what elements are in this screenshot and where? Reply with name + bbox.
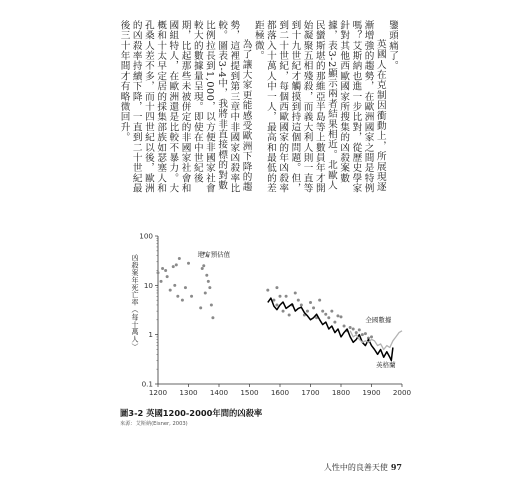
data-point (318, 299, 321, 302)
data-point (279, 295, 282, 298)
data-point (199, 306, 202, 309)
chart-svg (120, 228, 420, 410)
x-tick-label: 1900 (362, 388, 381, 397)
x-tick-label: 2000 (392, 388, 412, 397)
x-tick-label: 1700 (301, 388, 320, 397)
data-point (275, 303, 278, 306)
x-tick-label: 1600 (270, 388, 290, 397)
annotation-label: 地方預估值 (197, 250, 231, 259)
paragraph: 為了讓大家更能感受歐洲下降的趨勢，這裡提到第三章中非國家凶殺率比較。圖表3-4中，我將非直接標的對數比例拉長到1,000，以方便非國家社會較大的數據量呈現。即使在中世紀後期，比起那些未被併定的非國家社會和國組特人，在歐洲還是比較不暴力。大概和十太早定居的採集部族如瑟塞人和孔桑人差不多，而十四世紀以後，歐洲的凶殺率持續下降，一直到二十世紀最後三十年間才有略微回升。 (118, 20, 252, 194)
x-tick-label: 1300 (179, 388, 198, 397)
data-point (190, 295, 193, 298)
data-point (169, 289, 172, 292)
figure-caption: 圖3-2 英國1200-2000年間的凶殺率 (120, 408, 263, 418)
data-point (324, 313, 327, 316)
data-point (173, 284, 176, 287)
data-point (333, 321, 336, 324)
data-point (285, 295, 288, 298)
homicide-chart (120, 228, 420, 410)
data-point (349, 326, 352, 329)
y-axis-label: 凶殺案年死亡率（每十萬人） (131, 254, 139, 351)
data-point (205, 274, 208, 277)
data-point (336, 314, 339, 317)
data-point (178, 257, 181, 260)
paragraph: 英國人在克制因衝動上，所展現逐漸增強的趨勢，在歐洲國家之間是特例嗎？艾斯納也進一步比對，從歷史學家針對其他西歐國家所搜集的凶殺案數據，表3-2顯示兩者結果相近。北歐人民蠻斯堪的那維亞半島等上數員年才開始凝聚五相殘殺，而義大利人則一直等到十九世紀才觸摸到持這個問題。但，到二十世紀，每個西歐國家的年凶殺率都落入十萬人中一人，最高和最低的差距極微。 (252, 20, 386, 194)
data-point (181, 299, 184, 302)
data-point (364, 332, 367, 335)
data-point (343, 324, 346, 327)
data-point (164, 269, 167, 272)
running-head (324, 462, 402, 473)
data-point (157, 271, 160, 274)
page-number: 97 (390, 462, 402, 472)
data-point (207, 280, 210, 283)
data-point (160, 280, 163, 283)
data-point (297, 299, 300, 302)
running-head-title: 人性中的良善天使 (323, 463, 388, 472)
data-point (294, 291, 297, 294)
data-point (358, 328, 361, 331)
x-tick-label: 1400 (209, 388, 229, 397)
x-tick-label: 1500 (240, 388, 259, 397)
data-point (330, 310, 333, 313)
data-point (208, 286, 211, 289)
data-point (161, 267, 164, 270)
annotation-label: 全國數據 (365, 316, 392, 325)
data-point (340, 315, 343, 318)
data-point (204, 291, 207, 294)
series-line (350, 331, 402, 350)
data-point (172, 265, 175, 268)
data-point (187, 262, 190, 265)
data-point (184, 286, 187, 289)
data-point (266, 289, 269, 292)
annotation-label: 英格蘭 (376, 361, 396, 370)
paragraph: 鑒頭痛了。 (387, 20, 398, 71)
data-point (282, 310, 285, 313)
data-point (327, 316, 330, 319)
x-tick-label: 1800 (331, 388, 351, 397)
figure-source: 來源：艾斯納(Eisner, 2003) (120, 421, 188, 427)
data-point (211, 316, 214, 319)
data-point (352, 328, 355, 331)
data-point (355, 331, 358, 334)
data-point (202, 264, 205, 267)
data-point (275, 286, 278, 289)
data-point (306, 310, 309, 313)
data-point (300, 303, 303, 306)
data-point (201, 267, 204, 270)
data-point (321, 310, 324, 313)
series-line (268, 298, 393, 360)
data-point (361, 333, 364, 336)
data-point (370, 335, 373, 338)
y-tick-label: 0.1 (141, 379, 153, 389)
data-point (309, 301, 312, 304)
data-point (312, 306, 315, 309)
y-tick-label: 1 (148, 330, 153, 340)
y-tick-label: 10 (143, 280, 153, 290)
x-tick-label: 1200 (148, 388, 168, 397)
body-text (98, 20, 398, 195)
data-point (166, 275, 169, 278)
data-point (210, 303, 213, 306)
data-point (288, 314, 291, 317)
y-tick-label: 100 (139, 231, 153, 241)
data-point (176, 295, 179, 298)
data-point (175, 263, 178, 266)
